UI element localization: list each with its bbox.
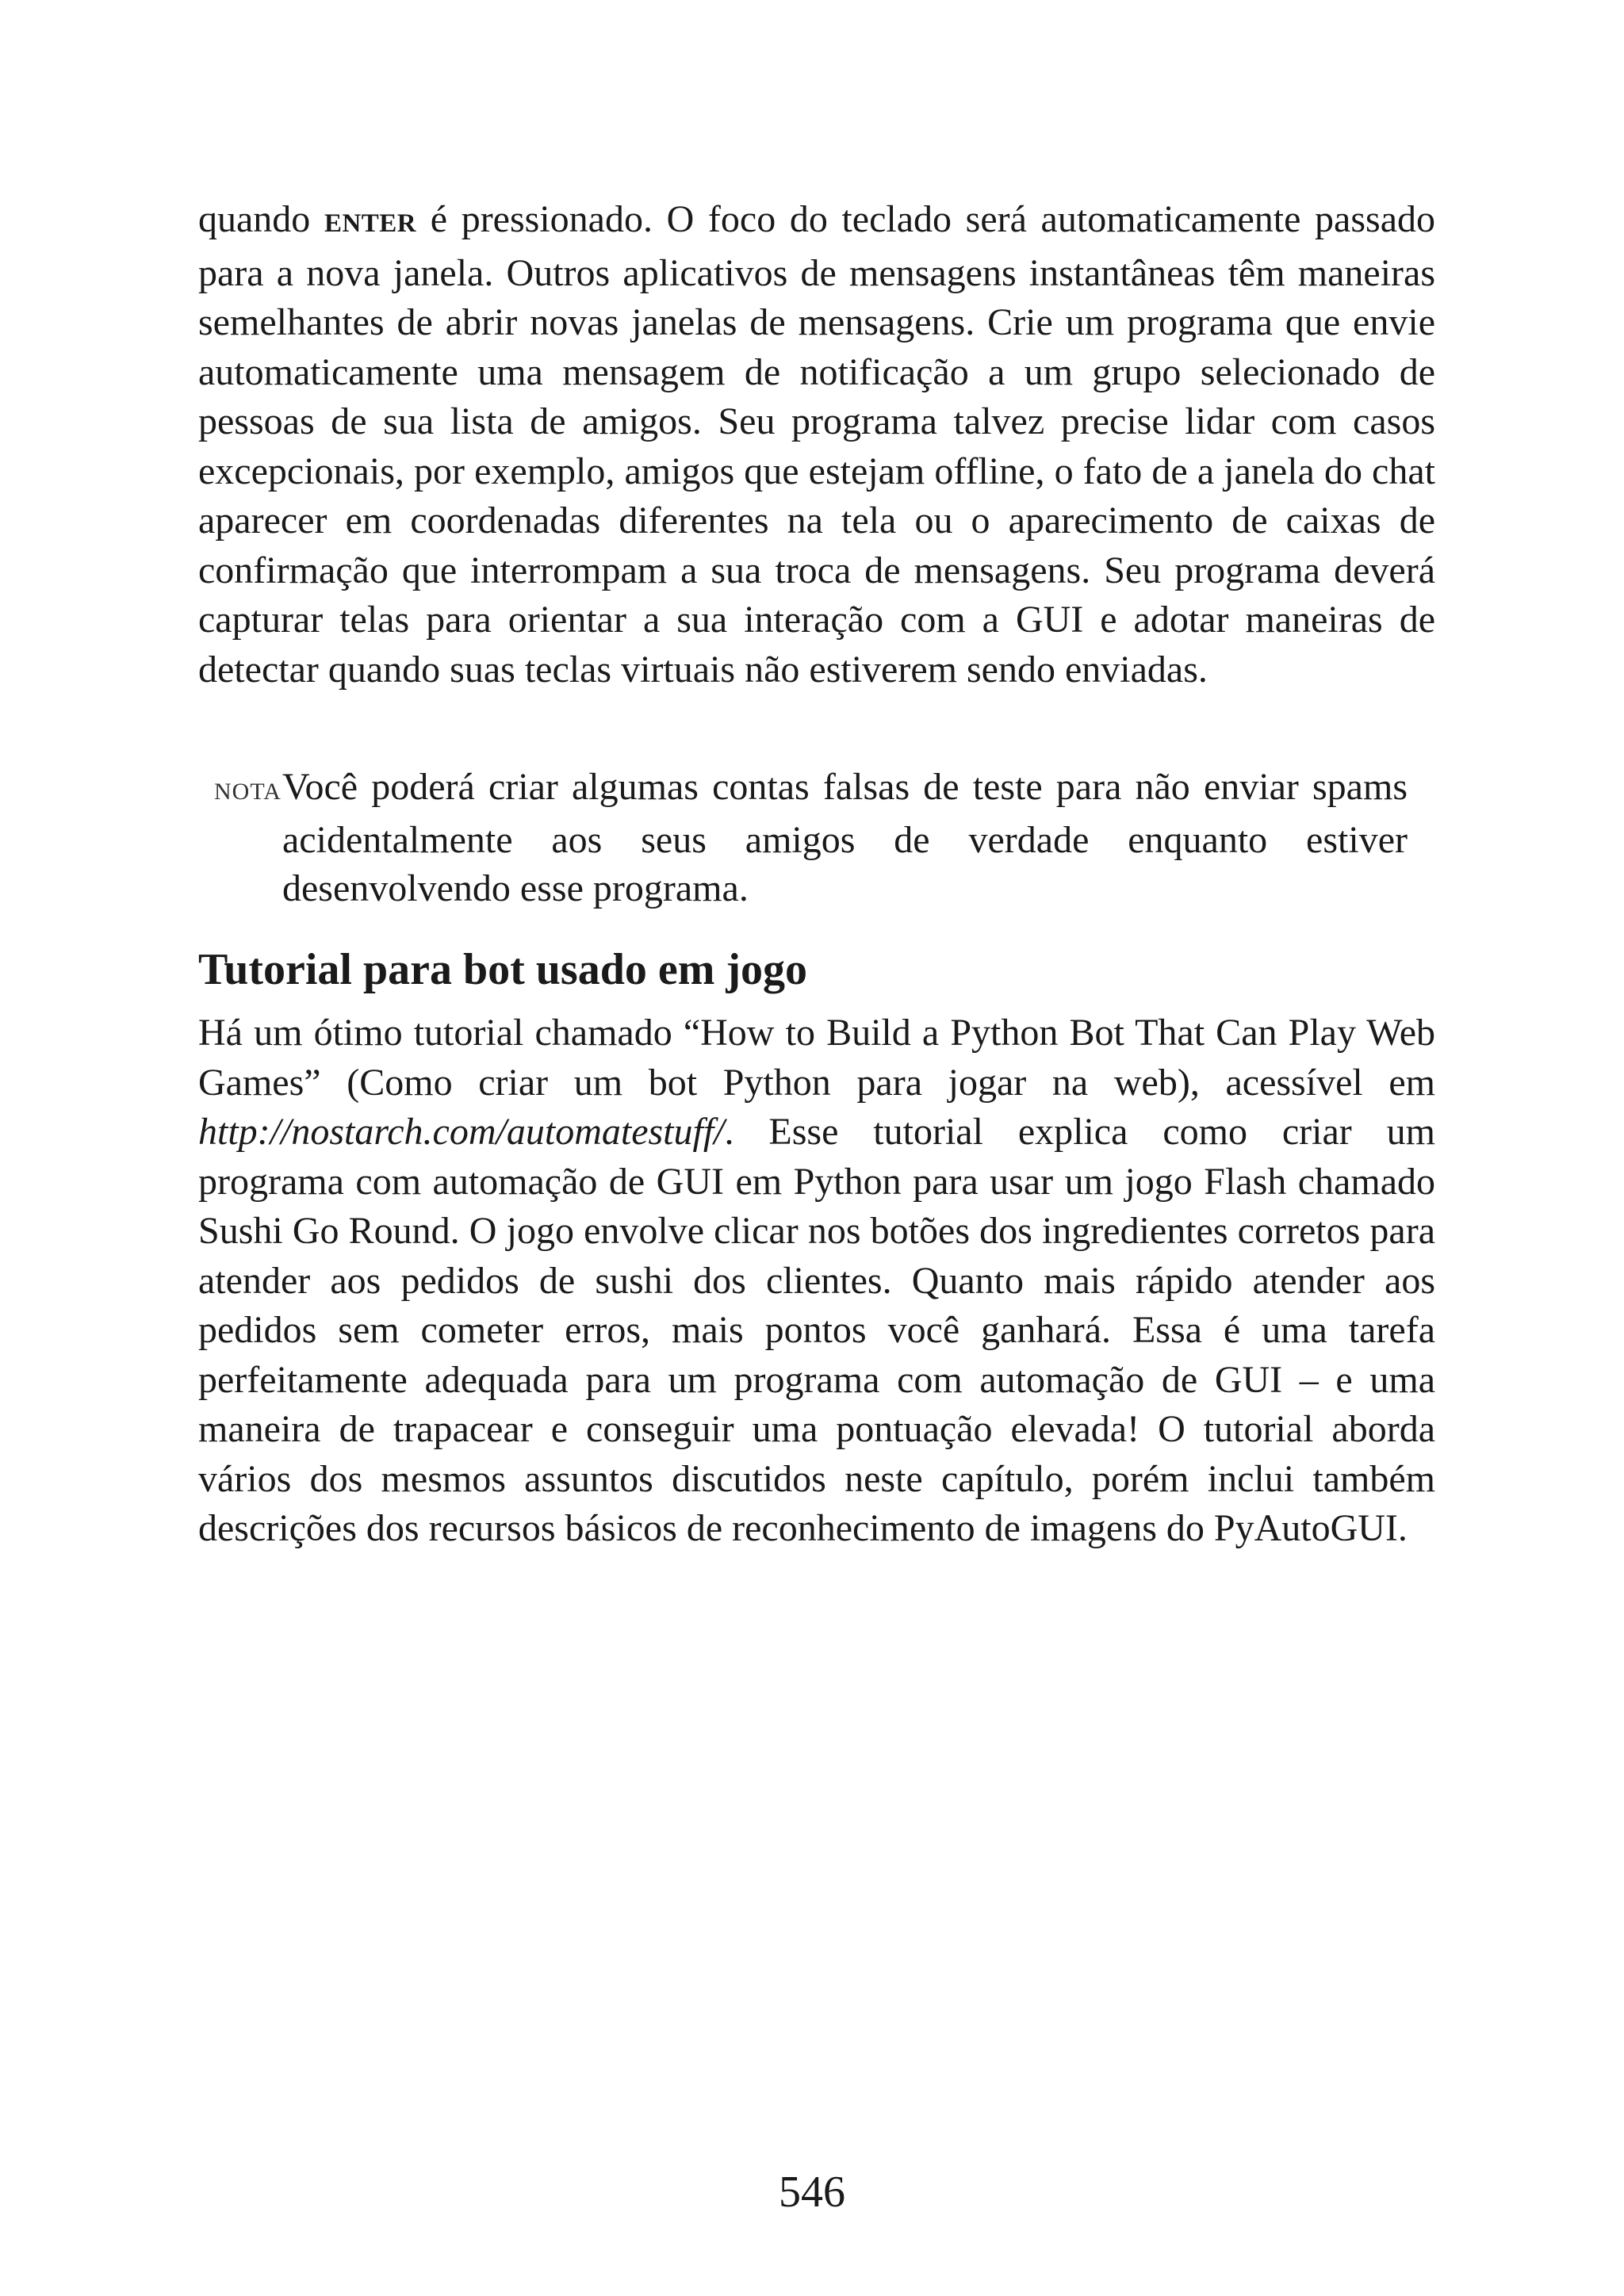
section-heading: Tutorial para bot usado em jogo bbox=[198, 945, 808, 994]
note-label: NOTA bbox=[214, 779, 282, 805]
paragraph-text-start: quando bbox=[198, 198, 324, 240]
body-paragraph-tutorial bbox=[198, 1008, 1435, 1554]
page-number: 546 bbox=[779, 2168, 845, 2217]
note-text: Você poderá criar algumas contas falsas de teste para não enviar spams acidentalmente aos seus amigos de verdade enquanto estiver desenvolvendo esse programa. bbox=[282, 766, 1408, 909]
tutorial-url-link[interactable]: http://nostarch.com/automatestuff/ bbox=[198, 1111, 725, 1153]
paragraph-text-rest: é pressionado. O foco do teclado será automaticamente passado para a nova janela. Outros aplicativos de mensagens instantâneas têm maneiras semelhantes de abrir novas janelas de mensagens. Crie um programa que envie automaticamente uma mensagem de notificação a um grupo selecionado de pessoas de sua lista de amigos. Seu programa talvez precise lidar com casos excepcionais, por exemplo, amigos que estejam offline, o fato de a janela do chat aparecer em coordenadas diferentes na tela ou o aparecimento de caixas de confirmação que interrompam a sua troca de mensagens. Seu programa deverá capturar telas para orientar a sua interação com a GUI e adotar maneiras de detectar quando suas teclas virtuais não estiverem sendo enviadas. bbox=[198, 198, 1435, 691]
paragraph-text-start: Há um ótimo tutorial chamado “How to Build a Python Bot That Can Play Web Games” (Como criar um bot Python para jogar na web), acessível em bbox=[198, 1012, 1435, 1104]
enter-key-label: ENTER bbox=[324, 209, 417, 238]
body-paragraph-continued bbox=[198, 195, 1435, 695]
paragraph-text-rest: . Esse tutorial explica como criar um programa com automação de GUI em Python para usar um jogo Flash chamado Sushi Go Round. O jogo envolve clicar nos botões dos ingredientes corretos para atender aos pedidos de sushi dos clientes. Quanto mais rápido atender aos pedidos sem cometer erros, mais pontos você ganhará. Essa é uma tarefa perfeitamente adequada para um programa com automação de GUI – e uma maneira de trapacear e conseguir uma pontuação elevada! O tutorial aborda vários dos mesmos assuntos discutidos neste capítulo, porém inclui também descrições dos recursos básicos de reconhecimento de imagens do PyAutoGUI. bbox=[198, 1111, 1435, 1549]
note-block bbox=[214, 763, 1408, 913]
